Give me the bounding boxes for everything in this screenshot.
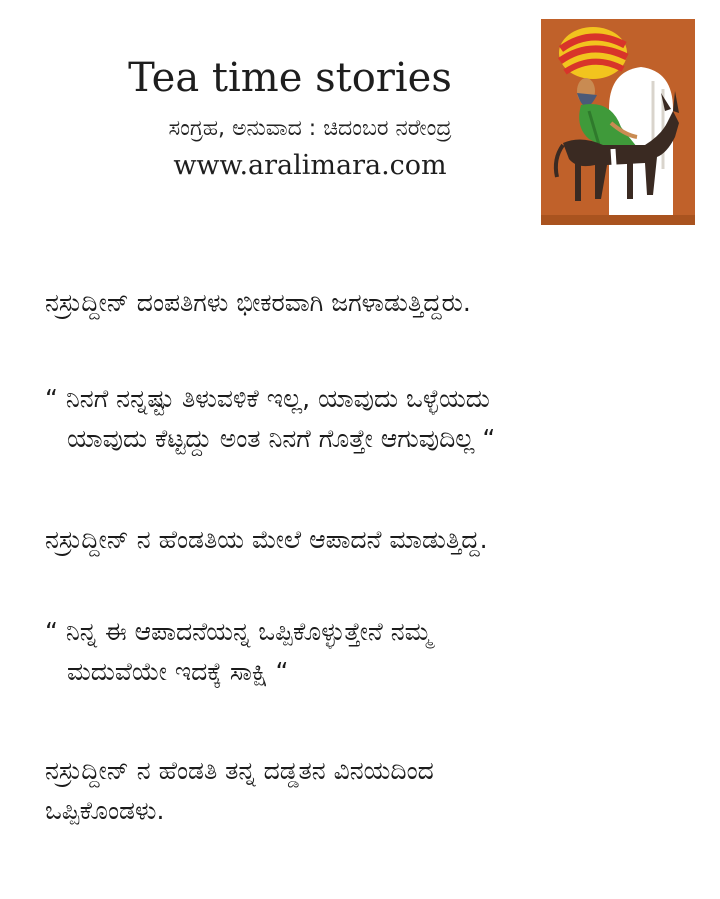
- quote-line: “ ನಿನ್ನ ಈ ಆಪಾದನೆಯನ್ನ ಒಪ್ಪಿಕೊಳ್ಳುತ್ತೇನೆ ನಮ್ಮ: [45, 617, 432, 646]
- website-link[interactable]: www.aralimara.com: [173, 150, 447, 181]
- story-paragraph-3: ನಸ್ರುದ್ದೀನ್ ನ ಹೆಂಡತಿಯ ಮೇಲೆ ಆಪಾದನೆ ಮಾಡುತ್ತಿದ್ದ.: [45, 525, 488, 554]
- page-title: Tea time stories: [128, 55, 452, 101]
- story-paragraph-5: [45, 751, 705, 831]
- story-paragraph-2: [45, 379, 705, 459]
- header: [0, 0, 720, 240]
- credits-line: ಸಂಗ್ರಹ, ಅನುವಾದ : ಚಿದಂಬರ ನರೇಂದ್ರ: [168, 116, 452, 141]
- quote-line: ಯಾವುದು ಕೆಟ್ಟದ್ದು ಅಂತ ನಿನಗೆ ಗೊತ್ತೇ ಆಗುವುದಿಲ್ಲ “: [67, 424, 496, 453]
- story-line: ನಸ್ರುದ್ದೀನ್ ನ ಹೆಂಡತಿ ತನ್ನ ದಡ್ಡತನ ವಿನಯದಿಂದ: [45, 756, 434, 785]
- story-paragraph-1: ನಸ್ರುದ್ದೀನ್ ದಂಪತಿಗಳು ಭೀಕರವಾಗಿ ಜಗಳಾಡುತ್ತಿದ್ದರು.: [45, 288, 471, 317]
- story-paragraph-4: [45, 612, 705, 692]
- quote-line: ಮದುವೆಯೇ ಇದಕ್ಕೆ ಸಾಕ್ಷಿ “: [67, 657, 289, 686]
- quote-line: “ ನಿನಗೆ ನನ್ನಷ್ಟು ತಿಳುವಳಿಕೆ ಇಲ್ಲ, ಯಾವುದು ಒಳ್ಳೆಯದು: [45, 384, 490, 413]
- story-line: ಒಪ್ಪಿಕೊಂಡಳು.: [45, 796, 165, 825]
- nasruddin-on-donkey-illustration: [541, 19, 695, 225]
